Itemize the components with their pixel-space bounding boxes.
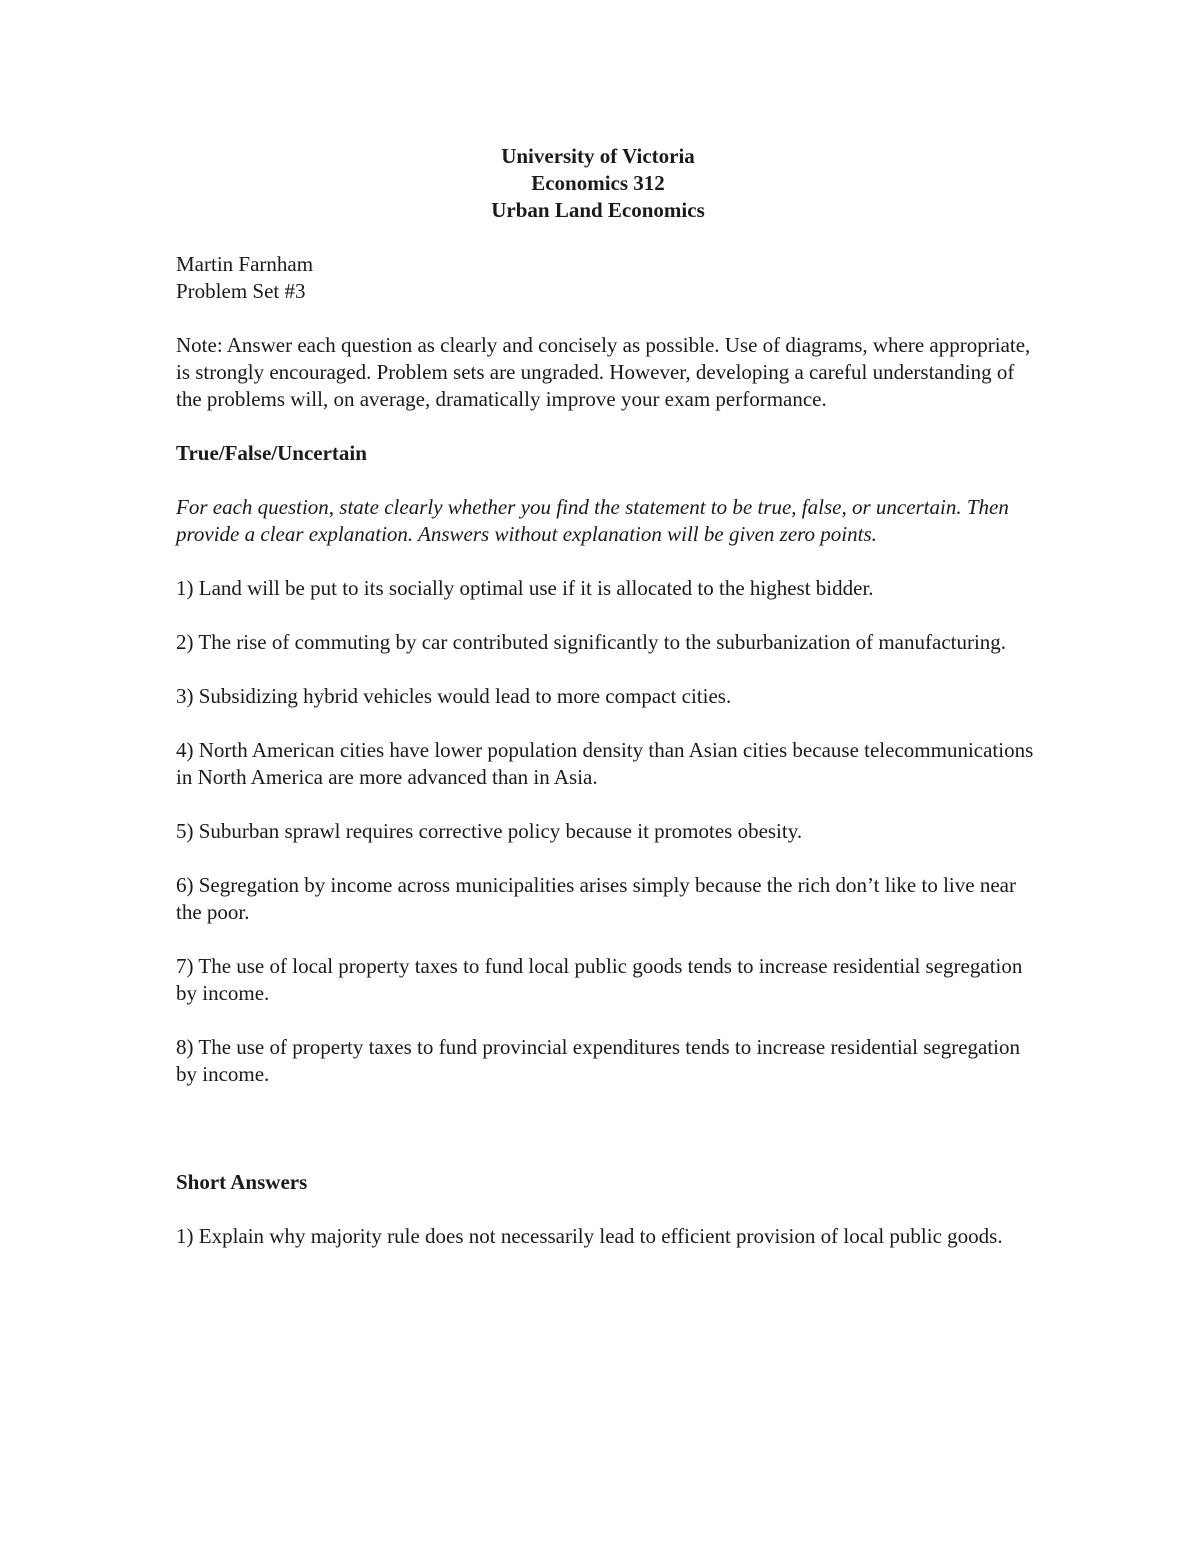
note-paragraph: Note: Answer each question as clearly and concisely as possible. Use of diagrams, where appropriate, is strongly encouraged. Problem sets are ungraded. However, developing a careful understanding of the problems will, on average, dramatically improve your exam performance. bbox=[176, 333, 1031, 411]
tfu-question-3: 3) Subsidizing hybrid vehicles would lead to more compact cities. bbox=[176, 684, 732, 708]
tfu-heading: True/False/Uncertain bbox=[176, 441, 367, 465]
tfu-instructions: For each question, state clearly whether you find the statement to be true, false, or uncertain. Then provide a clear explanation. Answers without explanation will be given zero points. bbox=[176, 495, 1009, 546]
course-number: Economics 312 bbox=[531, 171, 665, 195]
tfu-question-6: 6) Segregation by income across municipalities arises simply because the rich don’t like to live near the poor. bbox=[176, 873, 1016, 924]
short-answer-question-1: 1) Explain why majority rule does not necessarily lead to efficient provision of local public goods. bbox=[176, 1224, 1003, 1248]
tfu-question-2: 2) The rise of commuting by car contributed significantly to the suburbanization of manufacturing. bbox=[176, 630, 1007, 654]
document-body bbox=[176, 143, 1036, 1250]
tfu-question-4: 4) North American cities have lower population density than Asian cities because telecommunications in North America are more advanced than in Asia. bbox=[176, 738, 1034, 789]
tfu-question-7: 7) The use of local property taxes to fund local public goods tends to increase residential segregation by income. bbox=[176, 954, 1023, 1005]
document-header bbox=[0, 143, 1198, 224]
problem-set-label: Problem Set #3 bbox=[176, 279, 306, 303]
university-name: University of Victoria bbox=[501, 144, 695, 168]
author-name: Martin Farnham bbox=[176, 252, 314, 276]
short-answers-heading: Short Answers bbox=[176, 1170, 308, 1194]
tfu-question-5: 5) Suburban sprawl requires corrective policy because it promotes obesity. bbox=[176, 819, 803, 843]
tfu-question-1: 1) Land will be put to its socially optimal use if it is allocated to the highest bidder. bbox=[176, 576, 874, 600]
course-title: Urban Land Economics bbox=[491, 198, 705, 222]
tfu-question-8: 8) The use of property taxes to fund provincial expenditures tends to increase residential segregation by income. bbox=[176, 1035, 1021, 1086]
